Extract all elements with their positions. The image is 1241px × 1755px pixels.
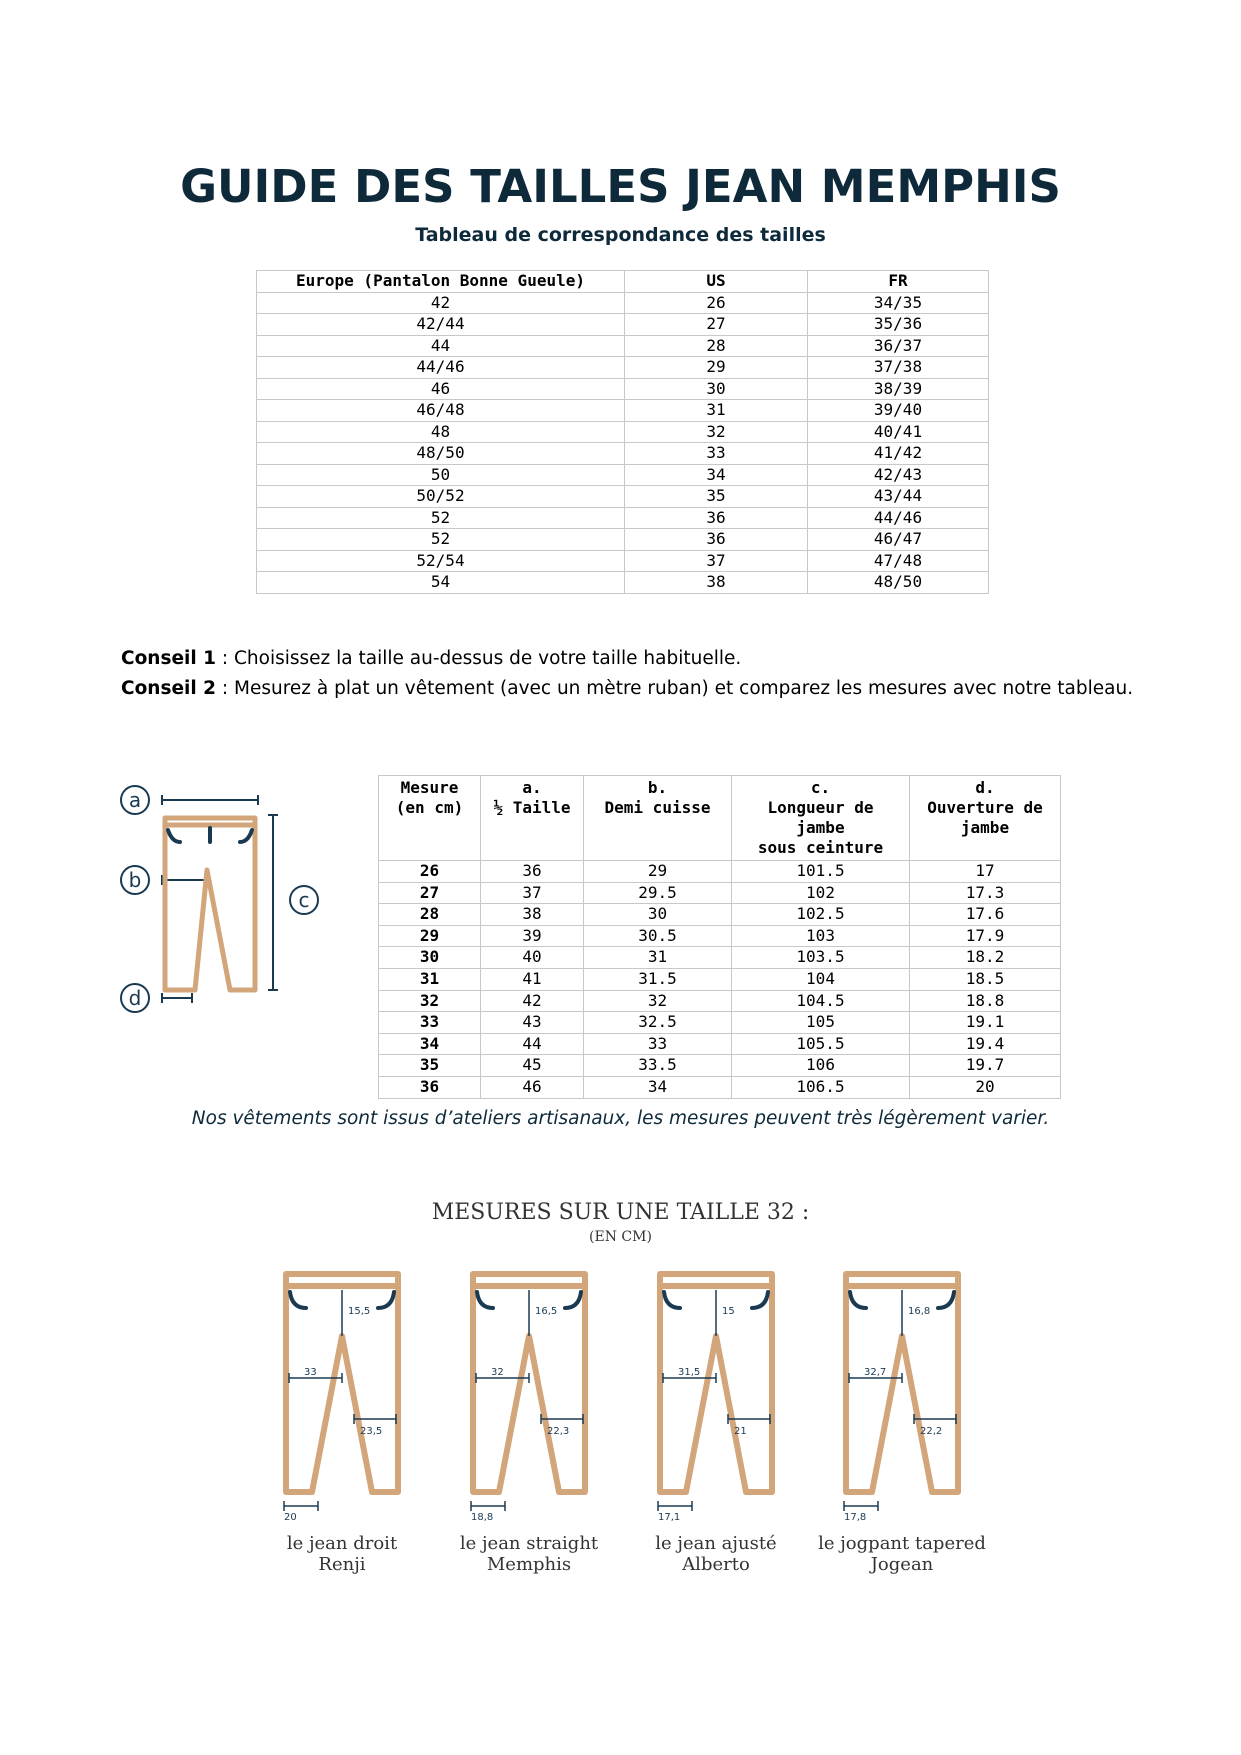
jean-type: le jean ajusté [655,1533,777,1554]
table-cell: 31 [379,968,481,990]
thigh-measure: 22,2 [920,1426,943,1437]
column-header: b. Demi cuisse [584,776,732,861]
table-cell: 103 [732,925,910,947]
table-row [257,292,989,314]
thigh-measure: 23,5 [360,1426,383,1437]
jean-model: Memphis [486,1554,572,1575]
table-cell: 38 [625,572,808,594]
craft-note: Nos vêtements sont issus d’ateliers artisanaux, les mesures peuvent très légèrement varier. [191,1108,1050,1129]
column-header: Mesure (en cm) [379,776,481,861]
table-cell: 105.5 [732,1033,910,1055]
table-cell: 42 [257,292,625,314]
hem-measure: 17,1 [658,1512,681,1523]
table-row [257,507,989,529]
table-cell: 50 [257,464,625,486]
waist-measure: 31,5 [678,1367,701,1378]
table-cell: 32 [379,990,481,1012]
table-cell: 33 [379,1012,481,1034]
table-row [379,882,1061,904]
jean-label [242,1533,442,1575]
table-header-row [257,271,989,293]
thigh-measure: 21 [734,1426,747,1437]
table-cell: 43/44 [808,486,989,508]
table-row [257,314,989,336]
table-header-row [379,776,1061,861]
rise-measure: 16,8 [908,1306,931,1317]
table-cell: 46/48 [257,400,625,422]
table-cell: 42 [481,990,584,1012]
table-cell: 38 [481,904,584,926]
table-cell: 27 [379,882,481,904]
table-cell: 32 [584,990,732,1012]
diagram-letter: a [128,788,142,812]
table-cell: 39 [481,925,584,947]
table-cell: 30 [584,904,732,926]
table-row [257,486,989,508]
table-cell: 36 [379,1076,481,1098]
table-cell: 38/39 [808,378,989,400]
waist-measure: 32,7 [864,1367,887,1378]
table-cell: 28 [625,335,808,357]
table-cell: 32.5 [584,1012,732,1034]
table-cell: 44 [481,1033,584,1055]
table-row [379,861,1061,883]
table-row [257,572,989,594]
hem-measure: 18,8 [471,1512,494,1523]
table-cell: 46 [257,378,625,400]
jean-diagram [650,1262,790,1512]
table-cell: 35/36 [808,314,989,336]
diagram-letter: d [128,986,142,1010]
table-cell: 29 [584,861,732,883]
hem-measure: 17,8 [844,1512,867,1523]
table-cell: 44/46 [257,357,625,379]
table-cell: 29.5 [584,882,732,904]
table-cell: 34 [625,464,808,486]
advice-text: : Choisissez la taille au-dessus de votre taille habituelle. [216,648,742,669]
table-cell: 33 [625,443,808,465]
table-cell: 36/37 [808,335,989,357]
table-cell: 48 [257,421,625,443]
table-cell: 40/41 [808,421,989,443]
table-cell: 33.5 [584,1055,732,1077]
jean-type: le jean droit [286,1533,398,1554]
jean-diagram [463,1262,603,1512]
table-row [257,443,989,465]
table-cell: 102.5 [732,904,910,926]
table-row [257,529,989,551]
table-cell: 20 [910,1076,1061,1098]
advice-text: : Mesurez à plat un vêtement (avec un mètre ruban) et comparez les mesures avec notre tableau. [216,678,1134,699]
table-cell: 44 [257,335,625,357]
table-cell: 27 [625,314,808,336]
size-correspondence-table [256,270,989,594]
jean-model: Renji [318,1554,366,1575]
table-cell: 44/46 [808,507,989,529]
thigh-measure: 22,3 [547,1426,570,1437]
table-row [257,421,989,443]
table-cell: 37/38 [808,357,989,379]
table-cell: 54 [257,572,625,594]
diagram-letter: b [128,868,142,892]
table-cell: 19.1 [910,1012,1061,1034]
jean-label [802,1533,1002,1575]
table-cell: 46 [481,1076,584,1098]
table-cell: 31 [584,947,732,969]
table-cell: 36 [481,861,584,883]
table-cell: 17.6 [910,904,1061,926]
table-cell: 32 [625,421,808,443]
measures-subtitle: (EN CM) [589,1229,652,1245]
table-cell: 33 [584,1033,732,1055]
measurements-table [378,775,1061,1099]
column-header: FR [808,271,989,293]
table-cell: 50/52 [257,486,625,508]
jean-type: le jogpant tapered [818,1533,986,1554]
table-row [379,1033,1061,1055]
table-cell: 29 [625,357,808,379]
table-cell: 39/40 [808,400,989,422]
hem-measure: 20 [284,1512,297,1523]
table-cell: 103.5 [732,947,910,969]
table-row [257,400,989,422]
table-cell: 43 [481,1012,584,1034]
table-cell: 17.3 [910,882,1061,904]
table-cell: 26 [625,292,808,314]
table-cell: 30 [379,947,481,969]
table-cell: 36 [625,507,808,529]
jean-diagram [836,1262,976,1512]
table-cell: 30.5 [584,925,732,947]
table-cell: 18.8 [910,990,1061,1012]
table-cell: 19.7 [910,1055,1061,1077]
table-row [257,335,989,357]
measurement-guide-diagram [110,780,330,1030]
table-cell: 29 [379,925,481,947]
column-header: d. Ouverture de jambe [910,776,1061,861]
column-header: US [625,271,808,293]
table-cell: 18.5 [910,968,1061,990]
table-cell: 104 [732,968,910,990]
page-title: GUIDE DES TAILLES JEAN MEMPHIS [180,160,1061,213]
page-subtitle: Tableau de correspondance des tailles [415,224,826,246]
jean-model: Jogean [870,1554,934,1575]
table-cell: 52 [257,529,625,551]
table-cell: 19.4 [910,1033,1061,1055]
table-cell: 28 [379,904,481,926]
table-cell: 45 [481,1055,584,1077]
table-cell: 17.9 [910,925,1061,947]
table-row [379,947,1061,969]
table-cell: 26 [379,861,481,883]
table-cell: 37 [481,882,584,904]
table-cell: 52/54 [257,550,625,572]
table-row [379,968,1061,990]
table-cell: 106.5 [732,1076,910,1098]
table-cell: 35 [625,486,808,508]
jean-type: le jean straight [459,1533,599,1554]
table-cell: 106 [732,1055,910,1077]
jean-label [616,1533,816,1575]
jean-model: Alberto [682,1554,750,1575]
table-cell: 40 [481,947,584,969]
table-cell: 36 [625,529,808,551]
table-cell: 18.2 [910,947,1061,969]
table-cell: 52 [257,507,625,529]
table-row [379,1076,1061,1098]
rise-measure: 16,5 [535,1306,558,1317]
table-cell: 34/35 [808,292,989,314]
table-cell: 34 [379,1033,481,1055]
rise-measure: 15 [722,1306,735,1317]
column-header: Europe (Pantalon Bonne Gueule) [257,271,625,293]
table-row [379,1012,1061,1034]
table-row [379,925,1061,947]
column-header: a. ½ Taille [481,776,584,861]
table-cell: 42/44 [257,314,625,336]
rise-measure: 15,5 [348,1306,371,1317]
measures-title: MESURES SUR UNE TAILLE 32 : [431,1200,810,1225]
table-cell: 47/48 [808,550,989,572]
table-row [257,464,989,486]
advice-2 [121,678,1133,699]
table-cell: 48/50 [257,443,625,465]
table-cell: 35 [379,1055,481,1077]
table-cell: 46/47 [808,529,989,551]
table-row [257,550,989,572]
table-cell: 41/42 [808,443,989,465]
table-cell: 48/50 [808,572,989,594]
table-row [257,357,989,379]
table-cell: 37 [625,550,808,572]
table-cell: 105 [732,1012,910,1034]
table-cell: 41 [481,968,584,990]
table-cell: 101.5 [732,861,910,883]
diagram-letter: c [298,888,310,912]
table-cell: 31.5 [584,968,732,990]
table-cell: 102 [732,882,910,904]
table-row [257,378,989,400]
jean-diagram [276,1262,416,1512]
table-row [379,990,1061,1012]
table-cell: 31 [625,400,808,422]
waist-measure: 33 [304,1367,317,1378]
table-row [379,1055,1061,1077]
advice-label: Conseil 2 [121,678,217,699]
advice-label: Conseil 1 [121,648,217,669]
table-cell: 17 [910,861,1061,883]
jean-label [429,1533,629,1575]
table-cell: 42/43 [808,464,989,486]
table-cell: 104.5 [732,990,910,1012]
advice-1 [121,648,741,669]
table-row [379,904,1061,926]
waist-measure: 32 [491,1367,504,1378]
column-header: c. Longueur de jambe sous ceinture [732,776,910,861]
table-cell: 30 [625,378,808,400]
table-cell: 34 [584,1076,732,1098]
